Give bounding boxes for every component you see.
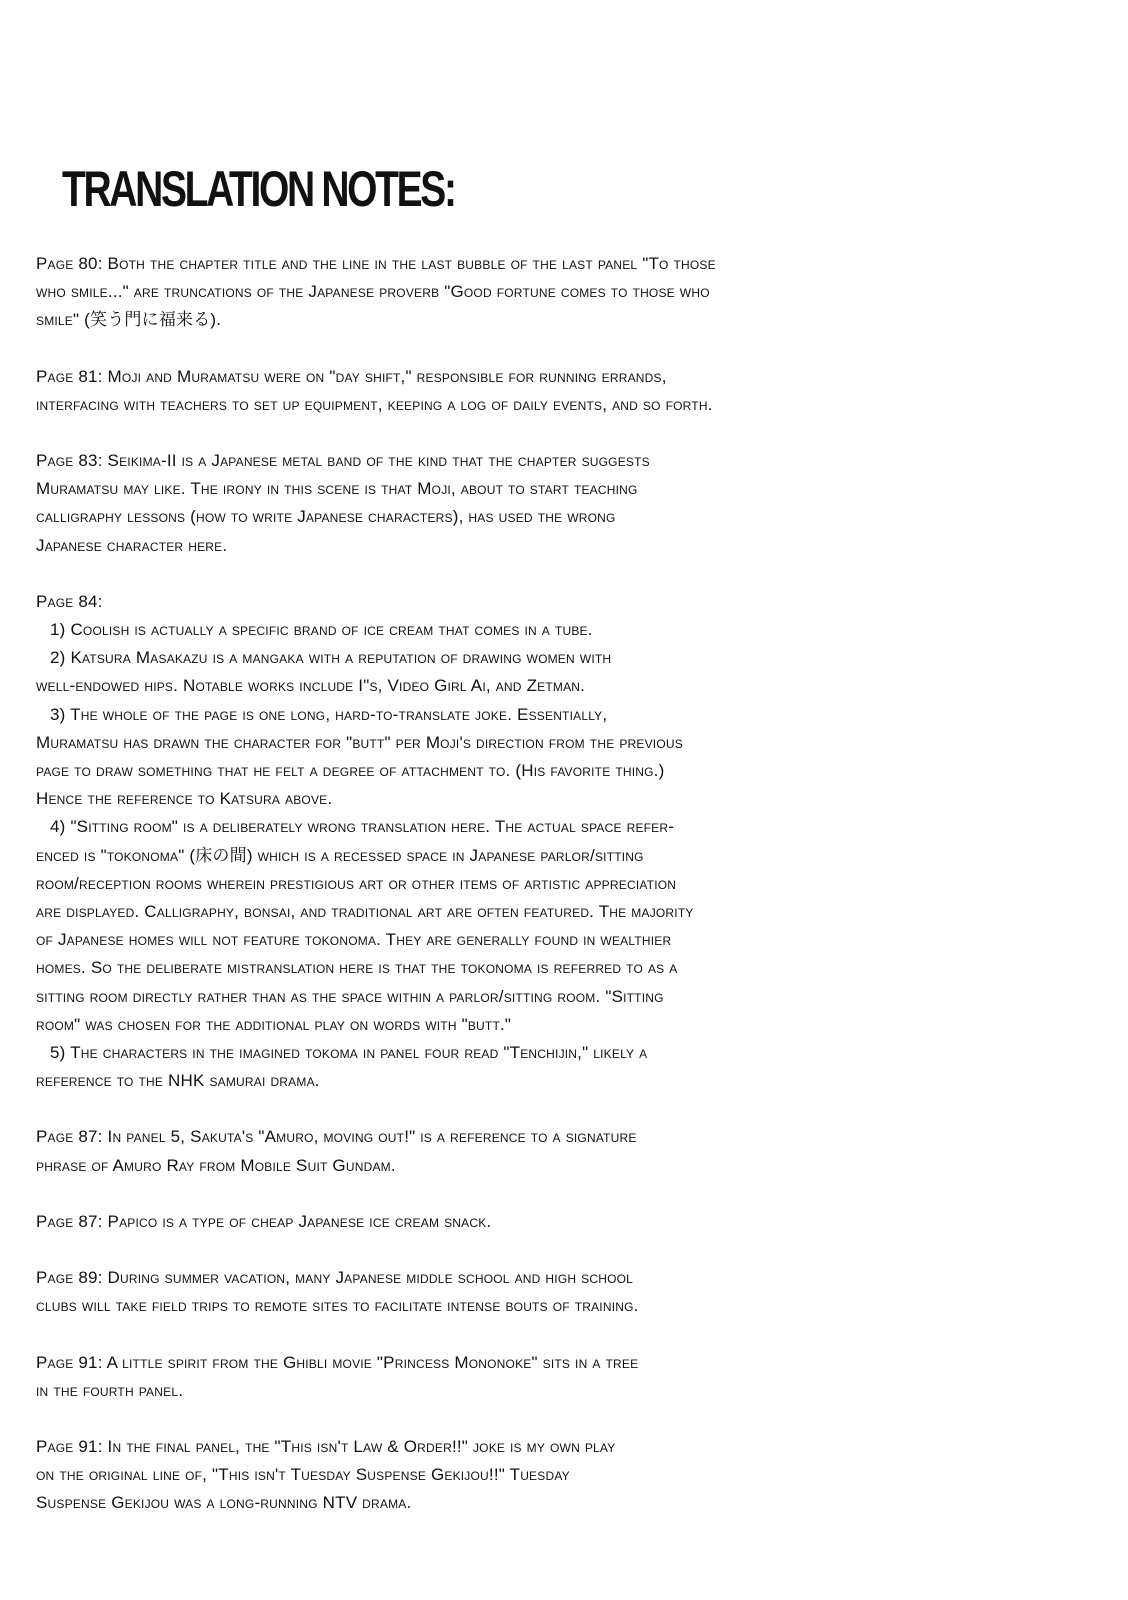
note-line: room/reception rooms wherein prestigious art or other items of artistic appreciation: [36, 873, 677, 893]
note-line: Page 83: Seikima-II is a Japanese metal band of the kind that the chapter suggests: [36, 451, 650, 471]
note-line: in the fourth panel.: [36, 1380, 184, 1400]
note-line: Page 84:: [36, 591, 103, 611]
note-line: smile" (笑う門に福来る).: [36, 310, 222, 330]
note-page-83: [36, 447, 1096, 560]
note-page-91-spirit: [36, 1349, 1096, 1405]
note-page-87-papico: [36, 1208, 1096, 1236]
note-line: who smile..." are truncations of the Japanese proverb "Good fortune comes to those who: [36, 282, 710, 302]
note-line: Page 87: Papico is a type of cheap Japanese ice cream snack.: [36, 1211, 492, 1231]
note-line: 1) Coolish is actually a specific brand of ice cream that comes in a tube.: [50, 620, 593, 640]
note-line: Page 89: During summer vacation, many Japanese middle school and high school: [36, 1268, 634, 1288]
note-line: Muramatsu has drawn the character for "butt" per Moji's direction from the previous: [36, 732, 683, 752]
note-line: clubs will take field trips to remote sites to facilitate intense bouts of training.: [36, 1296, 639, 1316]
note-line: 4) "Sitting room" is a deliberately wrong translation here. The actual space refer-: [50, 817, 675, 837]
note-line: enced is "tokonoma" (床の間) which is a recessed space in Japanese parlor/sitting: [36, 845, 644, 865]
note-line: Page 80: Both the chapter title and the line in the last bubble of the last panel "To those: [36, 254, 716, 273]
note-page-91-law-order: [36, 1433, 1096, 1518]
note-line: Muramatsu may like. The irony in this scene is that Moji, about to start teaching: [36, 479, 638, 499]
note-page-80: [36, 250, 1096, 335]
notes-list: [36, 250, 1096, 1546]
note-line: page to draw something that he felt a degree of attachment to. (His favorite thing.): [36, 761, 665, 781]
note-line: on the original line of, "This isn't Tuesday Suspense Gekijou!!" Tuesday: [36, 1465, 570, 1485]
note-line: 3) The whole of the page is one long, hard-to-translate joke. Essentially,: [50, 704, 608, 724]
note-line: calligraphy lessons (how to write Japanese characters), has used the wrong: [36, 507, 616, 527]
note-line: well-endowed hips. Notable works include I"s, Video Girl Ai, and Zetman.: [36, 676, 586, 696]
note-line: reference to the NHK samurai drama.: [36, 1071, 320, 1091]
note-line: interfacing with teachers to set up equipment, keeping a log of daily events, and so forth.: [36, 394, 713, 414]
note-line: 5) The characters in the imagined tokoma in panel four read "Tenchijin," likely a: [50, 1043, 648, 1063]
note-line: room" was chosen for the additional play on words with "butt.": [36, 1014, 512, 1034]
note-line: Page 91: A little spirit from the Ghibli movie "Princess Mononoke" sits in a tree: [36, 1352, 639, 1372]
note-page-81: [36, 363, 1096, 419]
note-line: Japanese character here.: [36, 535, 228, 555]
note-line: are displayed. Calligraphy, bonsai, and traditional art are often featured. The majority: [36, 902, 694, 922]
note-page-84: [36, 588, 1096, 1096]
note-line: Page 81: Moji and Muramatsu were on "day shift," responsible for running errands,: [36, 366, 667, 386]
note-page-89: [36, 1264, 1096, 1320]
page-title: TRANSLATION NOTES:: [62, 161, 455, 217]
note-line: Page 91: In the final panel, the "This isn't Law & Order!!" joke is my own play: [36, 1436, 616, 1456]
note-page-87-amuro: [36, 1123, 1096, 1179]
note-line: Page 87: In panel 5, Sakuta's "Amuro, moving out!" is a reference to a signature: [36, 1127, 637, 1147]
note-line: sitting room directly rather than as the space within a parlor/sitting room. "Sitting: [36, 986, 664, 1006]
note-line: 2) Katsura Masakazu is a mangaka with a reputation of drawing women with: [50, 648, 612, 668]
note-line: phrase of Amuro Ray from Mobile Suit Gundam.: [36, 1155, 396, 1175]
note-line: Hence the reference to Katsura above.: [36, 789, 333, 809]
note-line: homes. So the deliberate mistranslation here is that the tokonoma is referred to as a: [36, 958, 678, 978]
note-line: Suspense Gekijou was a long-running NTV drama.: [36, 1493, 412, 1513]
note-line: of Japanese homes will not feature tokonoma. They are generally found in wealthier: [36, 930, 672, 950]
